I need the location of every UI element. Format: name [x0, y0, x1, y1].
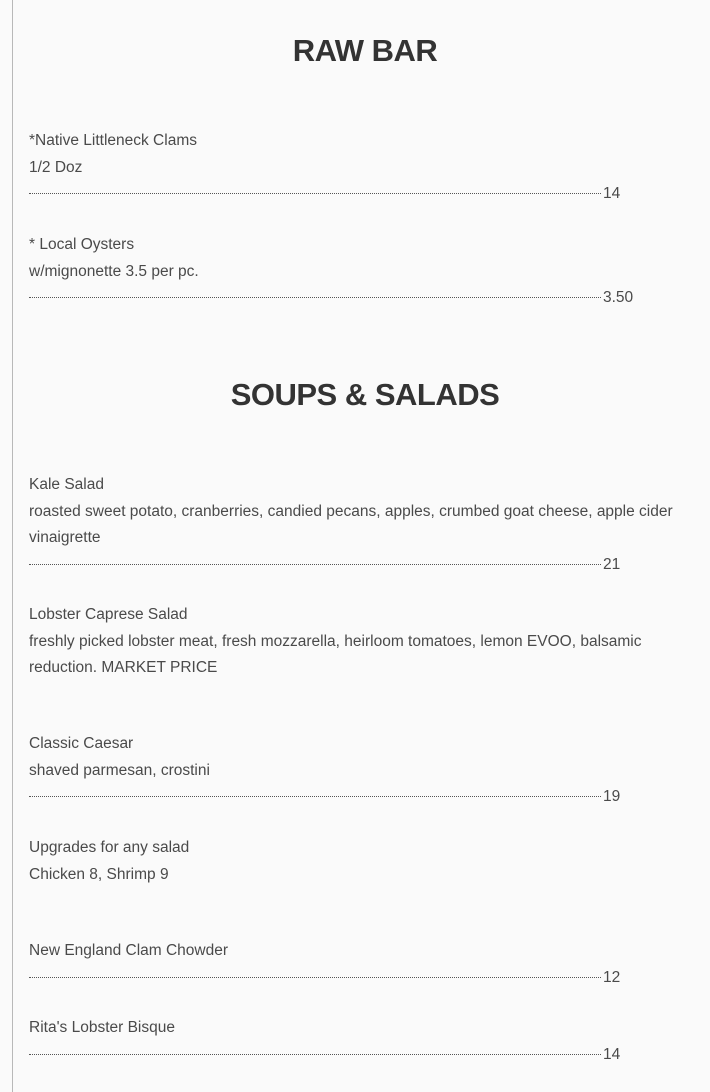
item-price: 19: [603, 788, 621, 805]
item-description: shaved parmesan, crostini: [29, 761, 210, 779]
item-name: *Native Littleneck Clams: [29, 132, 197, 149]
price-row: [29, 1042, 649, 1069]
item-price: 3.50: [603, 289, 634, 306]
menu-item-lobster-bisque: [29, 1015, 699, 1068]
section-title-raw-bar: RAW BAR: [292, 33, 438, 68]
dotted-leader: [29, 796, 601, 797]
item-name: Upgrades for any salad: [29, 839, 190, 856]
price-row: [29, 965, 649, 992]
section-title-soups-salads: SOUPS & SALADS: [230, 377, 500, 412]
item-description: roasted sweet potato, cranberries, candied pecans, apples, crumbed goat cheese, apple cider vinaigrette: [29, 502, 673, 546]
menu-item-kale-salad: [29, 472, 699, 578]
left-border-rule: [12, 0, 13, 1092]
dotted-leader: [29, 977, 601, 978]
item-name: Classic Caesar: [29, 735, 134, 752]
menu-item-lobster-caprese-salad: [29, 602, 699, 682]
menu-item-salad-upgrades: [29, 835, 699, 888]
price-row: [29, 784, 649, 811]
dotted-leader: [29, 1054, 601, 1055]
item-price: 14: [603, 185, 621, 202]
item-name: Kale Salad: [29, 476, 104, 493]
item-name: * Local Oysters: [29, 236, 135, 253]
item-description: 1/2 Doz: [29, 158, 83, 176]
item-name: Lobster Caprese Salad: [29, 606, 188, 623]
price-row: [29, 285, 649, 312]
item-name: New England Clam Chowder: [29, 942, 229, 959]
price-row: [29, 552, 649, 579]
item-description: w/mignonette 3.5 per pc.: [29, 262, 199, 280]
item-name: Rita's Lobster Bisque: [29, 1019, 175, 1036]
item-description: freshly picked lobster meat, fresh mozzarella, heirloom tomatoes, lemon EVOO, balsamic reduction. MARKET PRICE: [29, 632, 642, 676]
item-description: Chicken 8, Shrimp 9: [29, 865, 169, 883]
dotted-leader: [29, 193, 601, 194]
item-price: 12: [603, 968, 621, 986]
item-price: 14: [603, 1045, 621, 1063]
dotted-leader: [29, 297, 601, 298]
dotted-leader: [29, 564, 601, 565]
price-row: [29, 181, 649, 208]
menu-item-local-oysters: [29, 232, 699, 312]
menu-item-littleneck-clams: [29, 128, 699, 208]
item-price: 21: [603, 555, 621, 573]
menu-item-classic-caesar: [29, 731, 699, 811]
menu-item-clam-chowder: [29, 938, 699, 991]
